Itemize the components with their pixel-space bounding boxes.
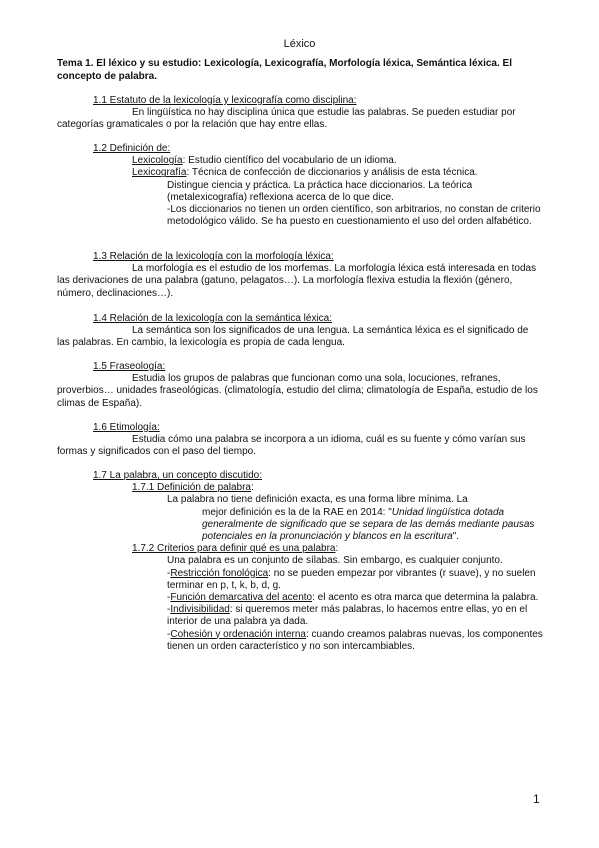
section-1-1: [57, 95, 543, 132]
section-heading: 1.2 Definición de:: [93, 143, 171, 154]
definition-lexicologia: Lexicología: Estudio científico del vocabulario de un idioma.: [132, 155, 397, 167]
section-text: Estudia cómo una palabra se incorpora a un idioma, cuál es su fuente y cómo varían sus formas y significados con el paso del tiempo.: [57, 434, 526, 458]
paragraph: Distingue ciencia y práctica. La práctica hace diccionarios. La teórica (metalexicografía) reflexiona acerca de lo que dice.: [167, 179, 473, 203]
section-heading: 1.7 La palabra, un concepto discutido:: [93, 470, 263, 481]
criterion-item: -Cohesión y ordenación interna: cuando creamos palabras nuevas, los componentes tienen un orden característico y no son intercambiables.: [167, 628, 543, 652]
definition-lexicografia: Lexicografía: Técnica de confección de diccionarios y análisis de esta técnica.: [132, 167, 478, 179]
term-lexicologia: Lexicología: [132, 155, 183, 167]
page-number: 1: [533, 792, 540, 806]
page-title: Léxico: [283, 38, 316, 50]
criterion-item: -Función demarcativa del acento: el acento es otra marca que determina la palabra.: [167, 592, 539, 604]
section-text: Estudia los grupos de palabras que funcionan como una sola, locuciones, refranes, proverbios… unidades fraseológicas. (climatología, estudio del clima; climatología de España, estudio de los climas de España).: [57, 373, 538, 409]
subsection-heading: 1.7.1 Definición de palabra:: [132, 482, 254, 494]
paragraph: -Los diccionarios no tienen un orden científico, son arbitrarios, no constan de criterio metodológico válido. Se ha puesto en cuestionamiento el uso del orden alfabético.: [167, 204, 541, 228]
section-1-7: [57, 470, 543, 653]
rae-definition: mejor definición es la de la RAE en 2014: "Unidad lingüística dotada generalmente de significado que se separa de las demás mediante pausas potenciales en la pronunciación y blancos en la escritura".: [202, 506, 535, 543]
section-1-6: [57, 422, 543, 459]
section-text: La morfología es el estudio de los morfemas. La morfología léxica está interesada en todas las derivaciones de una palabra (gatuno, pelagatos…). La morfología flexiva estudia la flexión (género, número, declinaciones…).: [57, 263, 537, 299]
section-heading: 1.6 Etimología:: [93, 422, 160, 433]
paragraph: La palabra no tiene definición exacta, es una forma libre mínima. La: [167, 494, 468, 506]
section-1-3: [57, 251, 543, 300]
section-1-2: [57, 143, 543, 228]
section-1-5: [57, 361, 543, 410]
section-text: La semántica son los significados de una lengua. La semántica léxica es el significado de las palabras. En cambio, la lexicología es propia de cada lengua.: [57, 325, 529, 349]
tema-heading: Tema 1. El léxico y su estudio: Lexicología, Lexicografía, Morfología léxica, Semántica léxica. El concepto de palabra.: [57, 58, 512, 82]
term-lexicografia: Lexicografía: [132, 167, 187, 179]
section-heading: 1.4 Relación de la lexicología con la semántica léxica:: [93, 313, 333, 324]
section-text: En lingüística no hay disciplina única que estudie las palabras. Se pueden estudiar por categorías gramaticales o por la relación que hay entre ellas.: [57, 107, 516, 131]
paragraph: Una palabra es un conjunto de sílabas. Sin embargo, es cualquier conjunto.: [167, 555, 503, 567]
criterion-item: -Restricción fonológica: no se pueden empezar por vibrantes (r suave), y no suelen terminar en p, t, k, b, d, g.: [167, 567, 536, 591]
section-heading: 1.1 Estatuto de la lexicología y lexicografía como disciplina:: [93, 95, 357, 106]
subsection-heading: 1.7.2 Criterios para definir qué es una palabra:: [132, 543, 339, 555]
rae-quote: Unidad lingüística dotada generalmente de significado que se separa de las demás mediante pausas potenciales en la pronunciación y blancos en la escritura: [202, 506, 535, 543]
section-1-4: [57, 313, 543, 350]
section-heading: 1.3 Relación de la lexicología con la morfología léxica:: [93, 251, 334, 262]
criterion-item: -Indivisibilidad: si queremos meter más palabras, lo hacemos entre ellas, yo en el interior de una palabra ya dada.: [167, 604, 528, 628]
section-heading: 1.5 Fraseología:: [93, 361, 166, 372]
